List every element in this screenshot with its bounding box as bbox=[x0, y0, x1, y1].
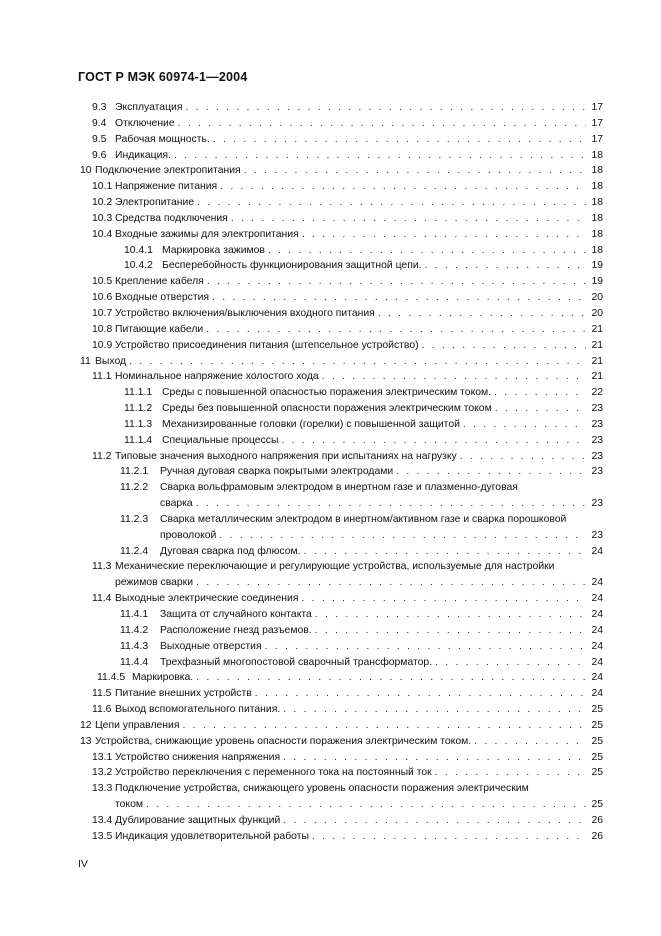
toc-entry-number: 10.6 bbox=[92, 292, 113, 304]
toc-entry-number: 13.3 bbox=[92, 783, 113, 795]
toc-entry-page: 23 bbox=[591, 450, 603, 462]
toc-entry-number: 9.6 bbox=[92, 149, 107, 161]
toc-entry[interactable] bbox=[0, 290, 661, 306]
toc-entry-page: 26 bbox=[591, 830, 603, 842]
toc-entry-title: Защита от случайного контакта bbox=[160, 609, 312, 620]
toc-entry-page: 24 bbox=[591, 609, 603, 620]
toc-entry-page: 20 bbox=[591, 292, 603, 304]
dot-leader bbox=[312, 829, 586, 845]
toc-entry[interactable] bbox=[0, 100, 661, 116]
toc-entry-page: 25 bbox=[591, 719, 603, 731]
toc-entry[interactable] bbox=[0, 243, 661, 259]
table-of-contents bbox=[0, 100, 661, 845]
toc-entry[interactable] bbox=[0, 813, 661, 829]
toc-entry-number: 13.2 bbox=[92, 767, 113, 779]
toc-entry-title-line1: Сварка вольфрамовым электродом в инертном газе и плазменно-дуговая bbox=[160, 482, 518, 494]
toc-entry-number: 11.4 bbox=[92, 593, 112, 605]
dot-leader bbox=[422, 338, 586, 354]
toc-entry-title-line1: Подключение устройства, снижающего уровень опасности поражения электрическим bbox=[115, 783, 529, 795]
toc-entry[interactable] bbox=[0, 623, 661, 639]
dot-leader bbox=[196, 496, 586, 512]
toc-entry-number: 11.4.2 bbox=[120, 624, 149, 636]
toc-entry-page: 18 bbox=[591, 181, 603, 193]
toc-entry[interactable] bbox=[0, 433, 661, 449]
toc-entry-number: 9.4 bbox=[92, 117, 107, 129]
dot-leader bbox=[302, 227, 586, 243]
toc-entry-page: 17 bbox=[591, 133, 603, 145]
toc-entry-page: 24 bbox=[591, 545, 603, 557]
toc-entry[interactable] bbox=[0, 322, 661, 338]
dot-leader bbox=[495, 401, 586, 417]
toc-entry-page: 25 bbox=[591, 704, 603, 716]
toc-entry-title: Специальные процессы bbox=[162, 434, 279, 446]
toc-entry-page: 24 bbox=[591, 593, 603, 605]
toc-entry-number: 11.2.2 bbox=[120, 482, 149, 494]
toc-entry-page: 23 bbox=[591, 498, 603, 510]
toc-entry-title: Входные зажимы для электропитания bbox=[115, 228, 299, 240]
dot-leader bbox=[268, 243, 586, 259]
dot-leader bbox=[283, 813, 586, 829]
toc-entry-number: 11.4.4 bbox=[120, 656, 149, 668]
dot-leader bbox=[231, 211, 586, 227]
toc-entry[interactable] bbox=[0, 639, 661, 655]
toc-entry-number: 11.2.1 bbox=[120, 466, 149, 478]
toc-entry-title: Питание внешних устройств bbox=[115, 688, 252, 700]
toc-entry-page: 21 bbox=[591, 339, 603, 351]
toc-entry-page: 24 bbox=[591, 640, 603, 652]
toc-entry-title: Электропитание bbox=[115, 197, 195, 209]
toc-entry-number: 11.4.1 bbox=[120, 609, 149, 620]
toc-entry-page: 22 bbox=[591, 387, 603, 399]
toc-entry-number: 9.5 bbox=[92, 133, 107, 145]
toc-entry[interactable] bbox=[0, 512, 661, 544]
toc-entry[interactable] bbox=[0, 718, 661, 734]
dot-leader bbox=[207, 274, 586, 290]
toc-entry-number: 10.4 bbox=[92, 228, 113, 240]
dot-leader bbox=[197, 195, 586, 211]
toc-entry-number: 10.1 bbox=[92, 181, 113, 193]
dot-leader bbox=[206, 322, 586, 338]
toc-entry-page: 24 bbox=[591, 672, 603, 684]
toc-entry-title: Маркировка зажимов bbox=[162, 244, 265, 256]
toc-entry-title: Типовые значения выходного напряжения при испытаниях на нагрузку bbox=[115, 450, 457, 462]
toc-entry[interactable] bbox=[0, 227, 661, 243]
toc-entry-title-line1: Механические переключающие и регулирующие устройства, используемые для настройки bbox=[115, 561, 555, 573]
toc-entry-title: Устройство переключения с переменного тока на постоянный ток bbox=[115, 767, 432, 779]
toc-entry-number: 10.5 bbox=[92, 276, 113, 288]
toc-entry[interactable] bbox=[0, 211, 661, 227]
dot-leader bbox=[304, 544, 586, 560]
toc-entry[interactable] bbox=[0, 179, 661, 195]
toc-entry-title: Выходные отверстия bbox=[160, 640, 262, 652]
toc-entry-title: Трехфазный многопостовой сварочный трансформатор. bbox=[160, 656, 433, 668]
toc-entry-page: 18 bbox=[591, 149, 603, 161]
toc-entry[interactable] bbox=[0, 734, 661, 750]
toc-entry-title: Питающие кабели bbox=[115, 323, 204, 335]
toc-entry-number: 13.4 bbox=[92, 814, 113, 826]
toc-entry-title-line1: Сварка металлическим электродом в инертном/активном газе и сварка порошковой bbox=[160, 513, 567, 525]
toc-entry[interactable] bbox=[0, 607, 661, 623]
toc-entry-number: 11.1 bbox=[92, 371, 112, 383]
toc-entry-page: 26 bbox=[591, 814, 603, 826]
toc-entry-number: 11.6 bbox=[92, 704, 112, 716]
toc-entry-title: Маркировка. bbox=[132, 672, 194, 684]
dot-leader bbox=[322, 369, 586, 385]
toc-entry-title: Дуговая сварка под флюсом. bbox=[160, 545, 301, 557]
toc-entry-title: проволокой bbox=[160, 529, 217, 541]
toc-entry[interactable] bbox=[0, 369, 661, 385]
toc-entry[interactable] bbox=[0, 686, 661, 702]
toc-entry-page: 25 bbox=[591, 735, 603, 747]
toc-entry-title: Отключение bbox=[115, 117, 175, 129]
toc-entry[interactable] bbox=[0, 132, 661, 148]
toc-entry[interactable] bbox=[0, 559, 661, 591]
dot-leader bbox=[129, 354, 586, 370]
dot-leader bbox=[174, 148, 586, 164]
toc-entry-number: 10.9 bbox=[92, 339, 113, 351]
toc-entry[interactable] bbox=[0, 258, 661, 274]
toc-entry-title: Подключение электропитания bbox=[95, 165, 241, 177]
toc-entry-number: 13 bbox=[80, 735, 92, 747]
toc-entry-number: 11 bbox=[80, 355, 91, 367]
toc-entry-page: 23 bbox=[591, 418, 603, 430]
toc-entry-number: 10 bbox=[80, 165, 92, 177]
toc-entry[interactable] bbox=[0, 480, 661, 512]
toc-entry[interactable] bbox=[0, 338, 661, 354]
dot-leader bbox=[396, 464, 586, 480]
dot-leader bbox=[460, 449, 586, 465]
dot-leader bbox=[474, 734, 586, 750]
toc-entry-number: 10.3 bbox=[92, 212, 113, 224]
toc-entry-title: Напряжение питания bbox=[115, 181, 218, 193]
toc-entry-title: Входные отверстия bbox=[115, 292, 210, 304]
toc-entry[interactable] bbox=[0, 591, 661, 607]
toc-entry-number: 11.3 bbox=[92, 561, 112, 573]
dot-leader bbox=[196, 575, 586, 591]
toc-entry[interactable] bbox=[0, 702, 661, 718]
toc-entry-title: Выход bbox=[95, 355, 127, 367]
toc-entry-page: 20 bbox=[591, 307, 603, 319]
toc-entry-title: Бесперебойность функционирования защитной цепи. bbox=[162, 260, 422, 272]
toc-entry-title: Устройство снижения напряжения bbox=[115, 751, 281, 763]
toc-entry[interactable] bbox=[0, 195, 661, 211]
toc-entry-page: 23 bbox=[591, 466, 603, 478]
toc-entry-number: 10.4.1 bbox=[124, 244, 153, 256]
dot-leader bbox=[301, 591, 586, 607]
dot-leader bbox=[255, 686, 586, 702]
toc-entry-page: 25 bbox=[591, 799, 603, 811]
toc-entry-title: Среды без повышенной опасности поражения электрическим током bbox=[162, 403, 492, 415]
toc-entry-title: Номинальное напряжение холостого хода bbox=[115, 371, 319, 383]
toc-entry-title: Цепи управления bbox=[95, 719, 180, 731]
toc-entry-number: 13.1 bbox=[92, 751, 113, 763]
toc-entry-title: Средства подключения bbox=[115, 212, 228, 224]
dot-leader bbox=[146, 797, 586, 813]
toc-entry[interactable] bbox=[0, 163, 661, 179]
toc-entry-page: 19 bbox=[591, 260, 603, 272]
toc-entry-page: 24 bbox=[591, 624, 603, 636]
dot-leader bbox=[425, 258, 586, 274]
toc-entry[interactable] bbox=[0, 655, 661, 671]
dot-leader bbox=[185, 100, 586, 116]
toc-entry-page: 24 bbox=[591, 688, 603, 700]
dot-leader bbox=[182, 718, 586, 734]
dot-leader bbox=[435, 765, 586, 781]
toc-entry-number: 10.8 bbox=[92, 323, 113, 335]
toc-entry[interactable] bbox=[0, 544, 661, 560]
toc-entry-page: 18 bbox=[591, 197, 603, 209]
toc-entry-page: 18 bbox=[591, 165, 603, 177]
toc-entry-title: режимов сварки bbox=[115, 577, 194, 589]
toc-entry-title: Выходные электрические соединения bbox=[115, 593, 299, 605]
toc-entry-number: 12 bbox=[80, 719, 92, 731]
toc-entry[interactable] bbox=[0, 401, 661, 417]
dot-leader bbox=[178, 116, 586, 132]
toc-entry-number: 10.4.2 bbox=[124, 260, 153, 272]
toc-entry-title: Индикация. bbox=[115, 149, 171, 161]
toc-entry-number: 9.3 bbox=[92, 102, 107, 113]
dot-leader bbox=[283, 702, 586, 718]
toc-entry-title: Индикация удовлетворительной работы bbox=[115, 830, 309, 842]
toc-entry-page: 21 bbox=[591, 371, 603, 383]
toc-entry-number: 11.5 bbox=[92, 688, 112, 700]
toc-entry[interactable] bbox=[0, 385, 661, 401]
toc-entry-page: 23 bbox=[591, 403, 603, 415]
dot-leader bbox=[315, 607, 586, 623]
toc-entry[interactable] bbox=[0, 781, 661, 813]
dot-leader bbox=[213, 132, 586, 148]
dot-leader bbox=[265, 639, 586, 655]
toc-entry-page: 17 bbox=[591, 117, 603, 129]
toc-entry[interactable] bbox=[0, 670, 661, 686]
page-number: IV bbox=[78, 858, 88, 870]
toc-entry-page: 24 bbox=[591, 577, 603, 589]
toc-entry[interactable] bbox=[0, 449, 661, 465]
toc-entry-number: 11.1.4 bbox=[124, 434, 153, 446]
toc-entry-number: 10.2 bbox=[92, 197, 113, 209]
toc-entry-title: Устройство включения/выключения входного питания bbox=[115, 307, 375, 319]
toc-entry-page: 18 bbox=[591, 228, 603, 240]
toc-entry-title: Механизированные головки (горелки) с повышенной защитой bbox=[162, 418, 460, 430]
toc-entry-page: 23 bbox=[591, 529, 603, 541]
toc-entry-number: 11.4.3 bbox=[120, 640, 149, 652]
toc-entry-title: Устройство присоединения питания (штепсельное устройство) bbox=[115, 339, 419, 351]
dot-leader bbox=[220, 179, 586, 195]
toc-entry-page: 17 bbox=[591, 102, 603, 113]
toc-entry[interactable] bbox=[0, 274, 661, 290]
toc-entry-page: 19 bbox=[591, 276, 603, 288]
dot-leader bbox=[494, 385, 586, 401]
toc-entry-title: сварка bbox=[160, 498, 193, 510]
toc-entry-page: 23 bbox=[591, 434, 603, 446]
document-header: ГОСТ Р МЭК 60974-1—2004 bbox=[78, 70, 248, 84]
toc-entry-number: 11.2.4 bbox=[120, 545, 149, 557]
toc-entry-title: Расположение гнезд разъемов. bbox=[160, 624, 312, 636]
dot-leader bbox=[378, 306, 586, 322]
toc-entry[interactable] bbox=[0, 354, 661, 370]
toc-entry-title: Устройства, снижающие уровень опасности поражения электрическим током. bbox=[95, 735, 472, 747]
toc-entry-number: 13.5 bbox=[92, 830, 113, 842]
toc-entry-number: 11.1.3 bbox=[124, 418, 153, 430]
dot-leader bbox=[196, 670, 586, 686]
toc-entry-title: Эксплуатация bbox=[115, 102, 183, 113]
toc-entry-title: Рабочая мощность. bbox=[115, 133, 210, 145]
toc-entry-title: Ручная дуговая сварка покрытыми электродами bbox=[160, 466, 394, 478]
dot-leader bbox=[315, 623, 586, 639]
dot-leader bbox=[212, 290, 586, 306]
toc-entry-number: 11.2 bbox=[92, 450, 112, 462]
toc-entry-number: 11.4.5 bbox=[97, 672, 126, 684]
toc-entry[interactable] bbox=[0, 148, 661, 164]
toc-entry-page: 25 bbox=[591, 767, 603, 779]
dot-leader bbox=[463, 417, 586, 433]
dot-leader bbox=[244, 163, 586, 179]
toc-entry-title: Выход вспомогательного питания. bbox=[115, 704, 281, 716]
toc-entry-page: 21 bbox=[591, 355, 603, 367]
toc-entry-number: 10.7 bbox=[92, 307, 113, 319]
toc-entry-page: 18 bbox=[591, 212, 603, 224]
toc-entry[interactable] bbox=[0, 116, 661, 132]
toc-entry[interactable] bbox=[0, 765, 661, 781]
dot-leader bbox=[281, 433, 586, 449]
toc-entry-title: током bbox=[115, 799, 144, 811]
toc-entry-page: 24 bbox=[591, 656, 603, 668]
toc-entry-page: 25 bbox=[591, 751, 603, 763]
dot-leader bbox=[435, 655, 586, 671]
toc-entry[interactable] bbox=[0, 750, 661, 766]
dot-leader bbox=[283, 750, 586, 766]
dot-leader bbox=[219, 528, 586, 544]
toc-entry-title: Среды с повышенной опасностью поражения электрическим током. bbox=[162, 387, 492, 399]
toc-entry-number: 11.2.3 bbox=[120, 513, 149, 525]
toc-entry[interactable] bbox=[0, 417, 661, 433]
toc-entry[interactable] bbox=[0, 464, 661, 480]
toc-entry[interactable] bbox=[0, 829, 661, 845]
toc-entry-page: 18 bbox=[591, 244, 603, 256]
toc-entry-page: 21 bbox=[591, 323, 603, 335]
toc-entry-number: 11.1.1 bbox=[124, 387, 153, 399]
toc-entry-title: Дублирование защитных функций bbox=[115, 814, 281, 826]
toc-entry-number: 11.1.2 bbox=[124, 403, 153, 415]
toc-entry[interactable] bbox=[0, 306, 661, 322]
toc-entry-title: Крепление кабеля bbox=[115, 276, 204, 288]
